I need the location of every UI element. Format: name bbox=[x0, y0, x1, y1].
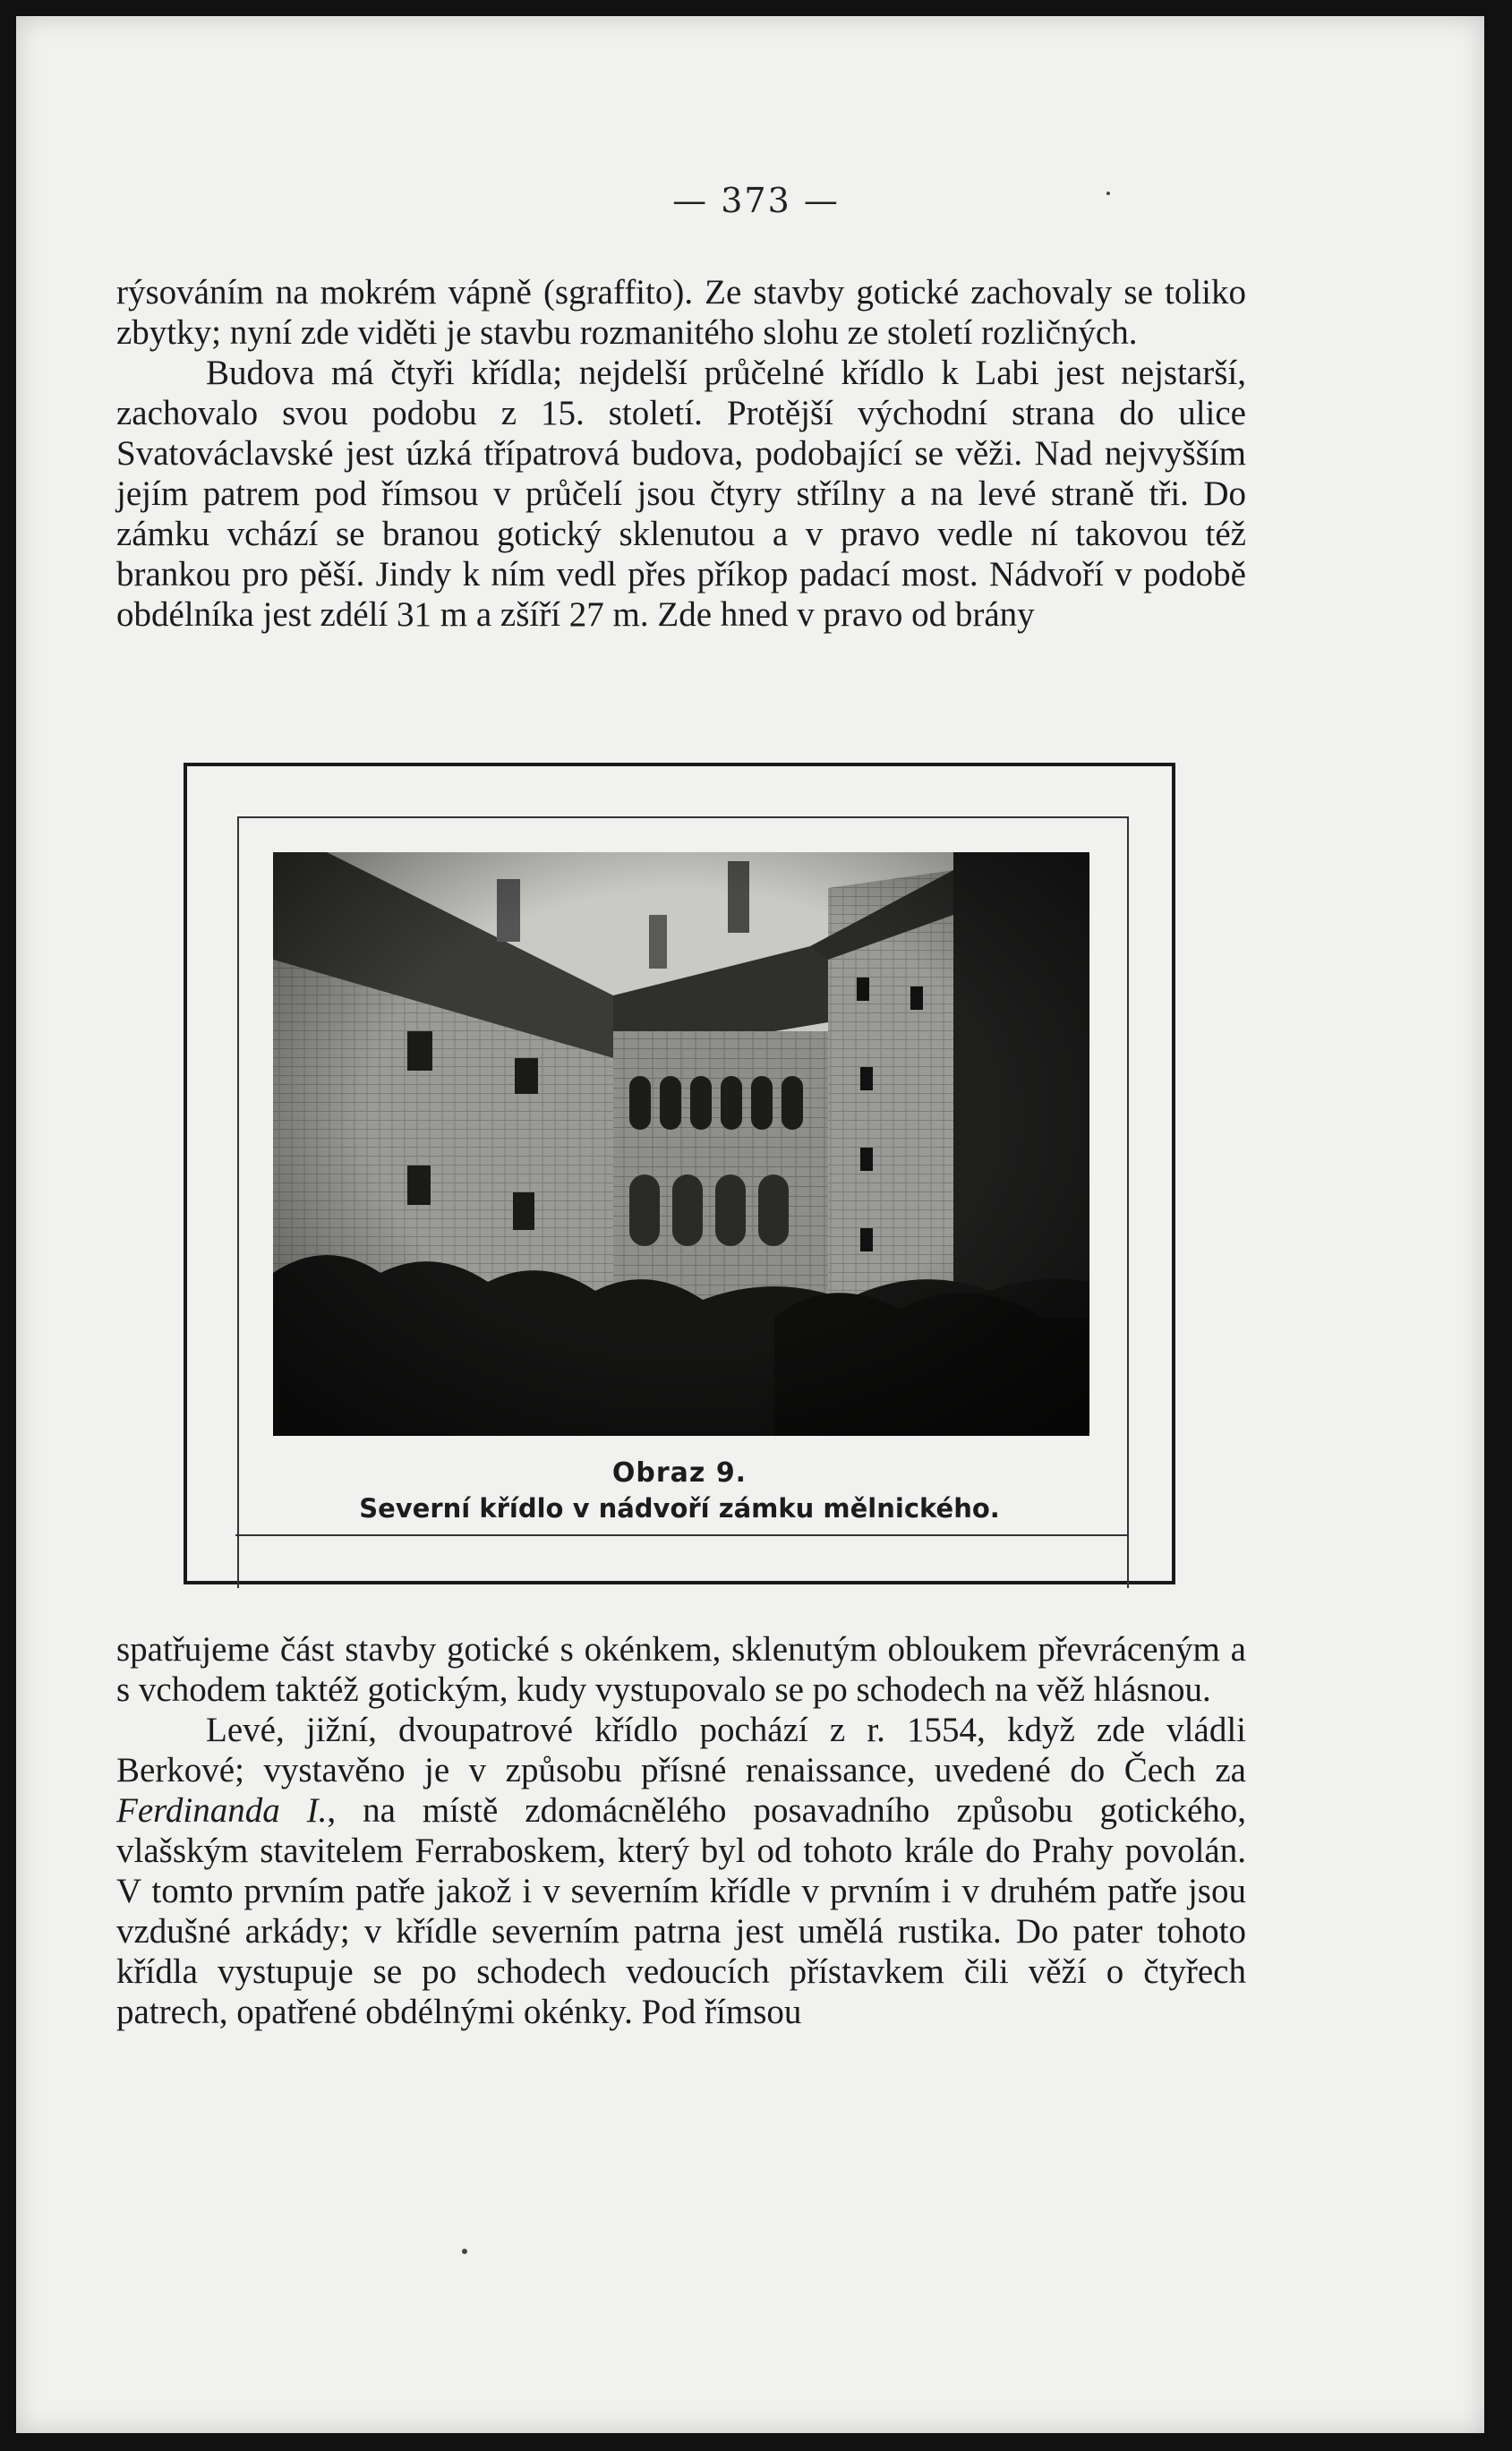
paragraph-text: Levé, jižní, dvoupatrové křídlo pochází z r. 1554, když zde vládli Berkové; vystavěno je v způsobu přísné renaissance, uvedené do Čech za bbox=[116, 1711, 1246, 1789]
paragraph: spatřujeme část stavby gotické s okénkem, sklenutým obloukem převráceným a s vchodem taktéž gotickým, kudy vystupovalo se po schodech na věž hlásnou. bbox=[116, 1630, 1246, 1709]
scan-border-right bbox=[1484, 0, 1512, 2451]
italic-name: Ferdinanda I. bbox=[116, 1791, 328, 1830]
scan-speck bbox=[1106, 192, 1110, 195]
scan-border-bottom bbox=[0, 2433, 1512, 2451]
paragraph: rýsováním na mokrém vápně (sgraffito). Ze stavby gotické zachovaly se toliko zbytky; nyní zde viděti je stavbu rozmanitého slohu ze století rozličných. bbox=[116, 273, 1246, 352]
figure-caption: Severní křídlo v nádvoří zámku mělnického. bbox=[359, 1493, 1000, 1524]
caption-rule bbox=[235, 1534, 1127, 1536]
castle-courtyard-photo bbox=[273, 852, 1089, 1436]
paragraph: Budova má čtyři křídla; nejdelší průčelné křídlo k Labi jest nejstarší, zachovalo svou podobu z 15. století. Protější východní strana do ulice Svatováclavské jest úzká třípatrová budova, podobající se věži. Nad nejvyšším jejím patrem pod římsou v průčelí jsou čtyry střílny a na levé straně tři. Do zámku vchází se branou gotický sklenutou a v pravo vedle ní takovou též brankou pro pěší. Jindy k ním vedl přes příkop padací most. Nádvoří v podobě obdélníka jest zdélí 31 m a zšíří 27 m. Zde hned v pravo od brány bbox=[116, 354, 1246, 634]
paragraph-text: , na místě zdomácnělého posavadního způsobu gotického, vlašským stavitelem Ferraboskem, který byl od tohoto krále do Prahy povolán. V tomto prvním patře jakož i v severním křídle v prvním i v druhém patře jsou vzdušné arkády; v křídle severním patrna jest umělá rustika. Do pater tohoto křídla vystupuje se po schodech vedoucích přístavkem čili věží o čtyřech patrech, opatřené obdélnými okénky. Pod římsou bbox=[116, 1791, 1247, 2031]
text-block-bottom bbox=[116, 1629, 1246, 2032]
text-block-top bbox=[116, 272, 1246, 635]
figure-title: Obraz 9. bbox=[611, 1457, 747, 1489]
paragraph bbox=[116, 1710, 1246, 2032]
scan-speck bbox=[462, 2249, 467, 2254]
page-number: — 373 — bbox=[672, 181, 840, 220]
